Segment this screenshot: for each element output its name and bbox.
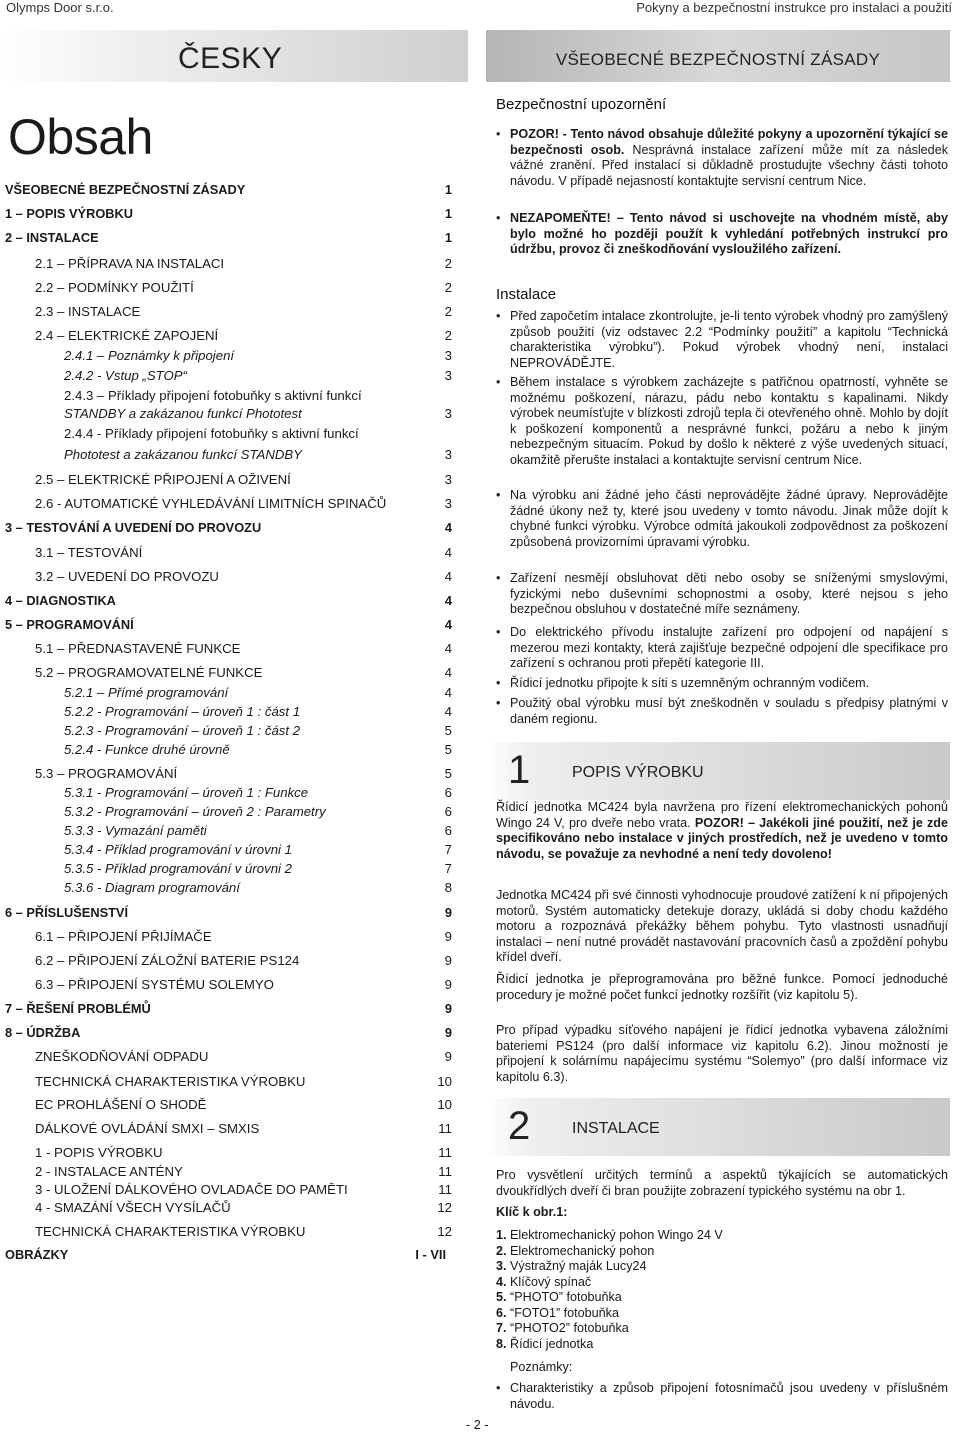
key-list <box>496 1228 948 1352</box>
install-item: • Použitý obal výrobku musí být zneškodněn v souladu s předpisy platnými v daném regionu. <box>496 696 948 726</box>
key-title: Klíč k obr.1: <box>496 1205 568 1219</box>
warnings-heading: Bezpečnostní upozornění <box>496 96 667 113</box>
install-item: • Během instalace s výrobkem zacházejte s patřičnou opatrností, vyhněte se možnému poškození, nárazu, pádu nebo kontaktu s kapalinami. Nikdy výrobek neumísťujte v blízkosti zdrojů tepla či otevřeného ohně. Mohlo by dojít k poškození komponentů a nesprávné funkci, požáru a nebo k jiným nebezpečným situacím. Pokud by došlo k některé z výše uvedených situací, okamžitě přerušte instalaci a kontaktujte servisní centrum Nice. <box>496 375 948 467</box>
section2-paragraph: Pro vysvětlení určitých termínů a aspektů týkajících se automatických dvoukřídlých dveří či bran použijte zobrazení typického systému na obr 1. <box>496 1168 948 1198</box>
key-item: 6. “FOTO1” fotobuňka <box>496 1305 619 1320</box>
section2-number: 2 <box>508 1104 531 1148</box>
key-item: 2. Elektromechanický pohon <box>496 1243 655 1258</box>
section1-paragraph: Řídicí jednotka je přeprogramována pro běžné funkce. Pomocí jednoduché procedury je možné počet funkcí jednotky rozšířit (viz kapitolu 5). <box>496 972 948 1002</box>
language-band <box>0 30 468 82</box>
section1-number: 1 <box>508 748 531 792</box>
install-item: • Na výrobku ani žádné jeho části neprovádějte žádné úpravy. Neprovádějte žádné úkony než ty, které jsou uvedeny v tomto návodu. Jinak může dojít k chybné funkci výrobku. Výrobce odmítá jakoukoli zodpovědnost za poškození způsobená provizorními úpravami výrobku. <box>496 488 948 549</box>
key-item: 1. Elektromechanický pohon Wingo 24 V <box>496 1228 723 1242</box>
section1-paragraph: Jednotka MC424 při své činnosti vyhodnocuje proudové zatížení k ní připojených motorů. Systém automaticky detekuje dorazy, ukládá si doby chodu každého motoru a rozpoznává překážky během pohybu. Tyto vlastnosti usnadňují instalaci – není nutné provádět nastavování pracovních časů a zpoždění pohybu křídel dveří. <box>496 888 948 964</box>
warning-item: • POZOR! - Tento návod obsahuje důležité pokyny a upozornění týkající se bezpečnosti osob. Nesprávná instalace zařízení může mít za následek vážné zranění. Před instalací si důkladně prostudujte všechny části tohoto návodu. V případě nejasností kontaktujte servisní centrum Nice. <box>496 127 948 188</box>
note-item: • Charakteristiky a způsob připojení fotosnímačů jsou uvedeny v příslušném návodu. <box>496 1381 948 1411</box>
toc-title: Obsah <box>8 109 153 165</box>
key-item: 5. “PHOTO” fotobuňka <box>496 1290 622 1304</box>
key-item: 7. “PHOTO2” fotobuňka <box>496 1321 629 1335</box>
warning-item: • NEZAPOMEŇTE! – Tento návod si uschovejte na vhodném místě, aby bylo možné ho později použít k vyhledání potřebných instrukcí pro údržbu, provoz či zneškodňování vysloužilého zařízení. <box>496 211 948 256</box>
install-item: • Zařízení nesmějí obsluhovat děti nebo osoby se sníženými smyslovými, fyzickými nebo duševními schopnostmi a osoby, které nejsou s jeho bezpečnou obsluhou v dostatečné míře seznámeny. <box>496 571 948 616</box>
language-label: ČESKY <box>178 42 283 75</box>
install-item: • Do elektrického přívodu instalujte zařízení pro odpojení od napájení s mezerou mezi kontakty, která zajišťuje bezpečné odpojení dle specifikace pro zařízení s ochranou proti přepětí kategorie III. <box>496 625 948 670</box>
safety-band-title: VŠEOBECNÉ BEZPEČNOSTNÍ ZÁSADY <box>555 50 881 69</box>
section2-title: INSTALACE <box>572 1120 660 1137</box>
section2-band <box>486 1098 950 1156</box>
install-heading: Instalace <box>496 286 557 303</box>
company-name: Olymps Door s.r.o. <box>6 0 114 15</box>
notes-heading: Poznámky: <box>510 1360 573 1374</box>
section1-title: POPIS VÝROBKU <box>572 764 704 781</box>
document-title: Pokyny a bezpečnostní instrukce pro instalaci a použití <box>636 0 952 15</box>
key-item: 8. Řídicí jednotka <box>496 1336 594 1351</box>
section1-band <box>486 742 950 800</box>
section1-paragraph: Řídicí jednotka MC424 byla navržena pro řízení elektromechanických pohonů Wingo 24 V, pro dveře nebo vrata. POZOR! – Jakékoli jiné použití, než je zde specifikováno nebo instalace v jiných prostředích, než je uvedeno v tomto návodu, se považuje za nevhodné a není tedy dovoleno! <box>496 800 948 861</box>
key-item: 4. Klíčový spínač <box>496 1274 592 1289</box>
install-item: • Řídicí jednotku připojte k síti s uzemněným ochranným vodičem. <box>496 676 870 690</box>
safety-band <box>486 30 950 82</box>
section1-paragraph: Pro případ výpadku síťového napájení je řídicí jednotka vybavena záložními bateriemi PS124 (pro další informace viz kapitolu 6.2). Jinou možností je připojení k solárnímu napájecímu systému “Solemyo” (pro další informace viz kapitolu 6.3). <box>496 1023 948 1084</box>
install-item: • Před započetím intalace zkontrolujte, je-li tento výrobek vhodný pro zamýšlený způsob použití (viz odstavec 2.2 “Podmínky použití” a kapitolu “Technická charakteristika výrobku”). Pokud výrobek vhodný není, instalaci NEPROVÁDĚJTE. <box>496 309 948 370</box>
key-item: 3. Výstražný maják Lucy24 <box>496 1259 647 1273</box>
page-number: - 2 - <box>466 1418 489 1432</box>
